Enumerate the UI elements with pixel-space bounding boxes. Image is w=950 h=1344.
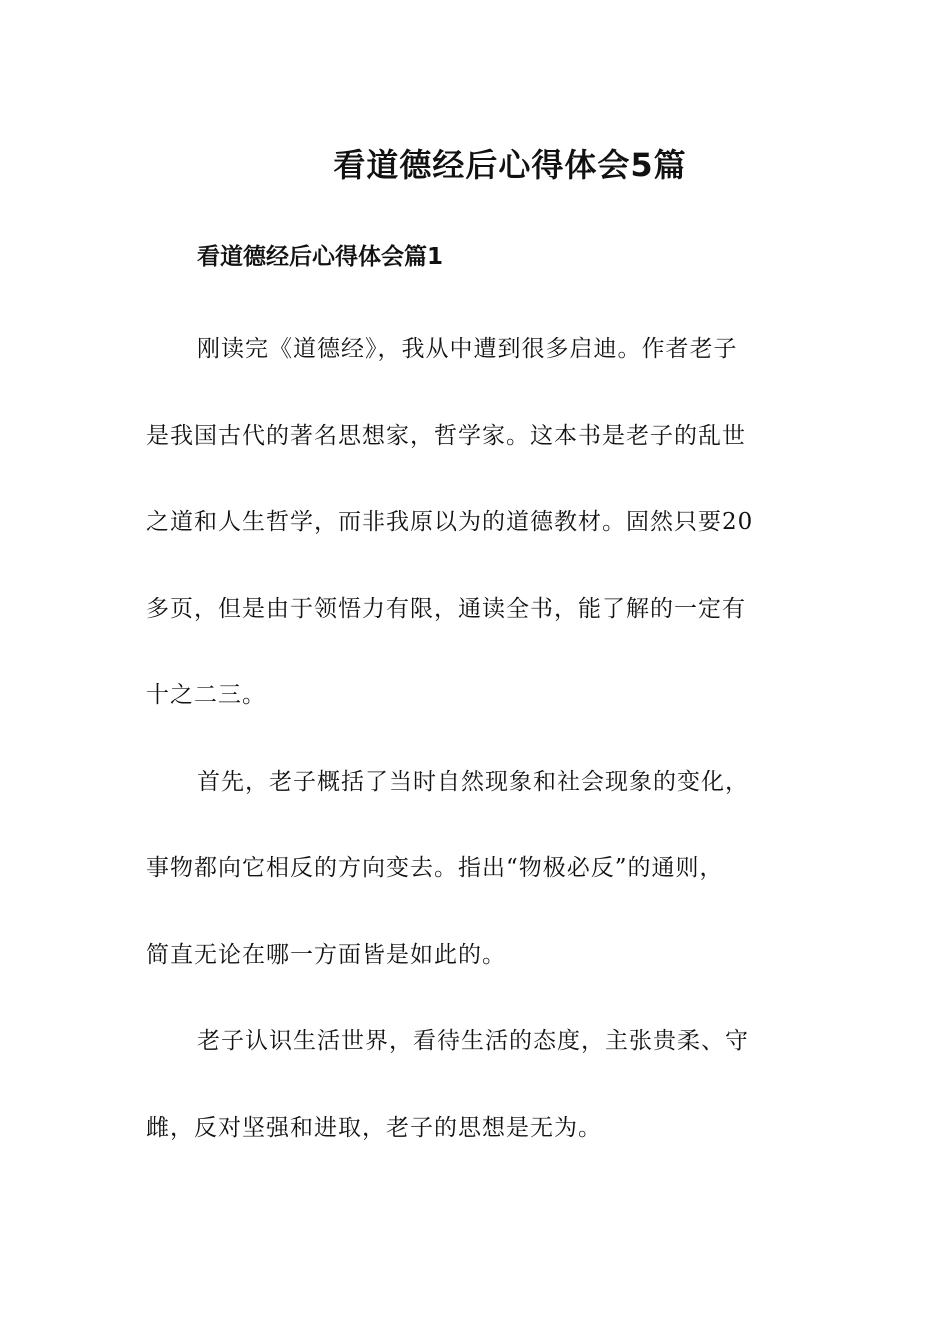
paragraph-line: 多页，但是由于领悟力有限，通读全书，能了解的一定有 [146, 595, 746, 622]
section-heading: 看道德经后心得体会篇1 [197, 244, 444, 270]
paragraph-line: 首先，老子概括了当时自然现象和社会现象的变化， [197, 768, 749, 795]
paragraph-line: 雌，反对坚强和进取，老子的思想是无为。 [146, 1114, 602, 1141]
document-title: 看道德经后心得体会5篇 [333, 146, 687, 184]
paragraph-line: 之道和人生哲学，而非我原以为的道德教材。固然只要20 [146, 509, 754, 535]
paragraph-2 [146, 739, 808, 999]
paragraph-line: 简直无论在哪一方面皆是如此的。 [146, 941, 506, 968]
paragraph-1 [146, 306, 808, 739]
paragraph-line: 十之二三。 [146, 682, 266, 708]
document-body [146, 306, 808, 1171]
paragraph-line: 刚读完《道德经》，我从中遭到很多启迪。作者老子 [197, 336, 738, 362]
paragraph-3 [146, 998, 808, 1171]
paragraph-line: 老子认识生活世界，看待生活的态度，主张贵柔、守 [197, 1028, 749, 1054]
paragraph-line: 是我国古代的著名思想家，哲学家。这本书是老子的乱世 [146, 422, 746, 449]
paragraph-line: 事物都向它相反的方向变去。指出“物极必反”的通则， [146, 855, 724, 881]
